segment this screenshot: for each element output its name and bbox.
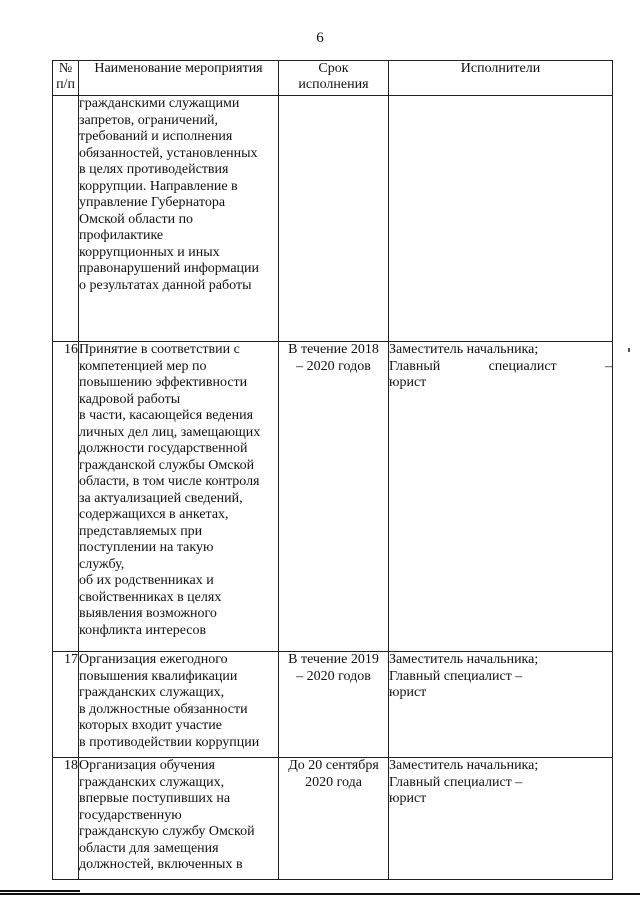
executor-line: Главный специалист – <box>389 774 523 790</box>
name-line: в противодействии коррупции <box>79 734 260 750</box>
header-num-line: п/п <box>56 77 75 92</box>
name-line: о результатах данной работы <box>79 277 252 293</box>
header-term-line: исполнения <box>298 77 369 92</box>
name-line: службу, <box>79 556 125 572</box>
name-line: которых входит участие <box>79 718 222 733</box>
row-name <box>79 342 279 652</box>
table-row <box>53 758 613 880</box>
header-num-line: № <box>58 61 73 76</box>
row-term <box>279 342 389 652</box>
name-line: Организация ежегодного <box>79 652 228 667</box>
name-line: государственную <box>79 807 182 823</box>
name-line: области для замещения <box>79 840 219 856</box>
header-name-line: Наименование мероприятия <box>94 61 263 76</box>
name-line: кадровой работы <box>79 391 181 407</box>
scan-edge-line <box>0 890 80 892</box>
name-line: гражданских служащих, <box>79 685 225 700</box>
table-row <box>53 96 613 342</box>
executor-word: Главный <box>389 358 441 374</box>
row-name <box>79 758 279 880</box>
scan-margin-mark <box>628 348 630 352</box>
row-number: 18 <box>53 758 79 880</box>
executor-word: специалист <box>488 358 557 374</box>
executor-line: Заместитель начальника; <box>389 342 539 357</box>
executor-line: Главный специалист – <box>389 668 523 684</box>
table-header-row <box>53 61 613 96</box>
executor-line-justified <box>389 359 612 376</box>
name-line: управление Губернатора <box>79 195 226 210</box>
term-line: – 2020 годов <box>296 358 371 374</box>
executor-line: юрист <box>389 791 427 806</box>
executor-line: Заместитель начальника; <box>389 758 539 773</box>
row-term <box>279 652 389 758</box>
row-term <box>279 758 389 880</box>
header-executors <box>389 61 613 96</box>
name-line: правонарушений информации <box>79 261 260 276</box>
name-line: поступлении на такую <box>79 540 214 555</box>
name-line: в должностные обязанности <box>79 701 248 717</box>
name-line: коррупции. Направление в <box>79 178 238 194</box>
row-name <box>79 652 279 758</box>
executor-line: Заместитель начальника; <box>389 652 539 667</box>
name-line: должностей, включенных в <box>79 857 243 872</box>
page-number: 6 <box>316 30 324 46</box>
name-line: об их родственниках и <box>79 573 214 588</box>
name-line: Организация обучения <box>79 758 215 773</box>
row-term <box>279 96 389 342</box>
row-executors <box>389 342 613 652</box>
executor-line: юрист <box>389 685 427 700</box>
name-line: профилактике <box>79 228 164 243</box>
term-line: В течение 2019 <box>288 652 379 667</box>
term-line: В течение 2018 <box>288 342 379 357</box>
name-line: личных дел лиц, замещающих <box>79 424 261 440</box>
name-line: Омской области по <box>79 211 194 227</box>
row-executors <box>389 758 613 880</box>
name-line: в части, касающейся ведения <box>79 408 254 423</box>
term-line: До 20 сентября <box>288 758 379 773</box>
name-line: гражданскую службу Омской <box>79 824 255 839</box>
name-line: области, в том числе контроля <box>79 474 260 489</box>
name-line: за актуализацией сведений, <box>79 490 243 506</box>
name-line: повышения квалификации <box>79 668 238 684</box>
name-line: требований и исполнения <box>79 129 233 144</box>
name-line: запретов, ограничений, <box>79 112 218 128</box>
name-line: должности государственной <box>79 441 248 456</box>
row-number <box>53 96 79 342</box>
executor-line: юрист <box>389 375 427 390</box>
name-line: гражданской службы Омской <box>79 457 255 473</box>
header-executors-line: Исполнители <box>460 61 541 76</box>
name-line: выявления возможного <box>79 606 217 621</box>
name-line: впервые поступивших на <box>79 791 231 806</box>
header-term-line: Срок <box>318 61 349 76</box>
header-num <box>53 61 79 96</box>
term-line: 2020 года <box>305 774 362 790</box>
header-name <box>79 61 279 96</box>
term-line: – 2020 годов <box>296 668 371 684</box>
table-row <box>53 342 613 652</box>
name-line: компетенцией мер по <box>79 358 207 374</box>
header-term <box>279 61 389 96</box>
name-line: представляемых при <box>79 523 203 539</box>
name-line: содержащихся в анкетах, <box>79 507 229 522</box>
row-number: 16 <box>53 342 79 652</box>
name-line: повышению эффективности <box>79 375 248 390</box>
row-executors <box>389 652 613 758</box>
row-executors <box>389 96 613 342</box>
name-line: коррупционных и иных <box>79 244 220 260</box>
name-line: в целях противодействия <box>79 162 229 177</box>
name-line: гражданскими служащими <box>79 96 240 111</box>
name-line: обязанностей, установленных <box>79 145 258 161</box>
row-number: 17 <box>53 652 79 758</box>
executor-word: – <box>605 358 612 374</box>
measures-table <box>52 60 613 880</box>
name-line: конфликта интересов <box>79 622 207 638</box>
page-bottom-edge <box>0 893 640 895</box>
table-row <box>53 652 613 758</box>
row-name <box>79 96 279 342</box>
name-line: гражданских служащих, <box>79 774 225 790</box>
name-line: Принятие в соответствии с <box>79 342 240 357</box>
name-line: свойственниках в целях <box>79 589 222 605</box>
